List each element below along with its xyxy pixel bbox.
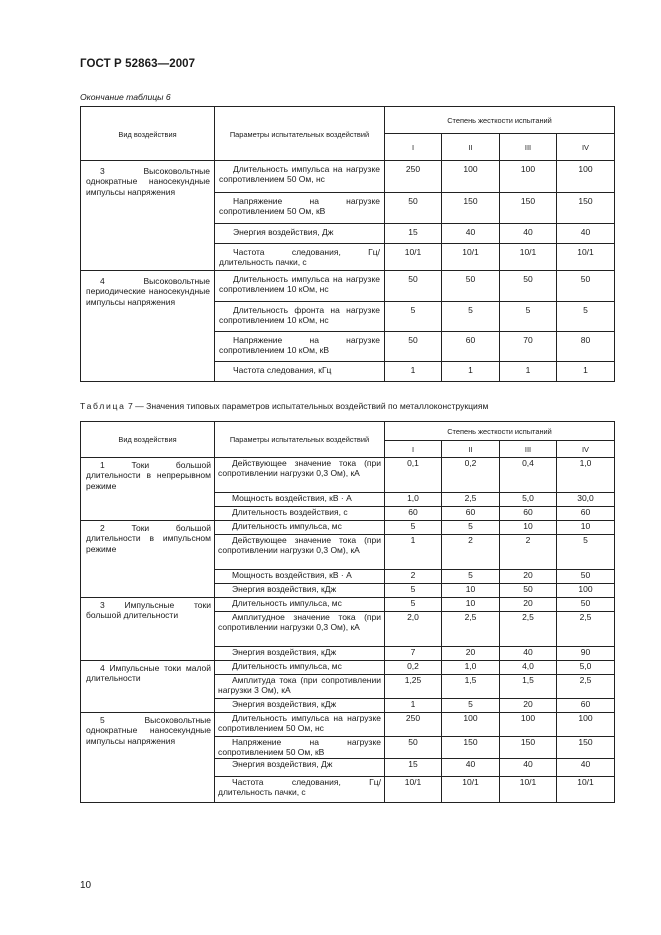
severity-level-2: II <box>442 441 500 458</box>
parameter-name: Энергия воздействия, Дж <box>215 759 385 777</box>
value-cell: 40 <box>500 759 557 777</box>
parameter-name: Амплитудное значение тока (при сопротивлении нагрузки 0,3 Ом), кА <box>215 612 385 647</box>
value-cell: 100 <box>500 713 557 737</box>
value-cell: 1 <box>500 362 557 382</box>
value-cell: 30,0 <box>557 493 615 507</box>
parameter-name: Длительность импульса, мс <box>215 661 385 675</box>
value-cell: 60 <box>557 699 615 713</box>
table7-caption <box>80 401 488 411</box>
value-cell: 150 <box>442 193 500 224</box>
value-cell: 2,5 <box>442 493 500 507</box>
value-cell: 60 <box>557 507 615 521</box>
value-cell: 60 <box>500 507 557 521</box>
severity-level-3: III <box>500 134 557 161</box>
parameter-name: Напряжение на нагрузке сопротивлением 10 кОм, кВ <box>215 332 385 362</box>
value-cell: 60 <box>385 507 442 521</box>
parameter-name: Длительность фронта на нагрузке сопротивлением 10 кОм, нс <box>215 302 385 332</box>
page-number: 10 <box>80 880 92 891</box>
value-cell: 5 <box>442 699 500 713</box>
table-row <box>81 161 615 193</box>
value-cell: 5,0 <box>500 493 557 507</box>
value-cell: 40 <box>500 647 557 661</box>
severity-level-2: II <box>442 134 500 161</box>
effect-type: 4 Импульсные токи малой длительности <box>81 661 215 713</box>
value-cell: 0,2 <box>385 661 442 675</box>
value-cell: 10 <box>442 584 500 598</box>
value-cell: 10/1 <box>557 244 615 271</box>
value-cell: 0,2 <box>442 458 500 493</box>
effect-type: 5 Высоковольтные однократные наносекундные импульсы напряжения <box>81 713 215 803</box>
severity-level-1: I <box>385 134 442 161</box>
value-cell: 0,1 <box>385 458 442 493</box>
parameter-name: Длительность импульса, мс <box>215 598 385 612</box>
value-cell: 5 <box>385 584 442 598</box>
parameter-name: Мощность воздействия, кВ · А <box>215 570 385 584</box>
parameter-name: Энергия воздействия, кДж <box>215 699 385 713</box>
table-row <box>81 521 615 535</box>
parameter-name: Напряжение на нагрузке сопротивлением 50 Ом, кВ <box>215 737 385 759</box>
value-cell: 1,0 <box>557 458 615 493</box>
severity-level-4: IV <box>557 441 615 458</box>
parameter-name: Частота следования, Гц/длительность пачки, с <box>215 244 385 271</box>
value-cell: 40 <box>442 224 500 244</box>
value-cell: 40 <box>442 759 500 777</box>
value-cell: 7 <box>385 647 442 661</box>
value-cell: 100 <box>442 713 500 737</box>
value-cell: 1,5 <box>500 675 557 699</box>
value-cell: 50 <box>385 271 442 302</box>
col-header-params: Параметры испытательных воздействий <box>215 107 385 161</box>
value-cell: 1 <box>385 699 442 713</box>
parameter-name: Энергия воздействия, Дж <box>215 224 385 244</box>
value-cell: 1,0 <box>385 493 442 507</box>
table7-body <box>81 422 615 803</box>
value-cell: 5,0 <box>557 661 615 675</box>
effect-type: 1 Токи большой длительности в непрерывном режиме <box>81 458 215 521</box>
value-cell: 10/1 <box>500 244 557 271</box>
table-row <box>81 458 615 493</box>
value-cell: 150 <box>442 737 500 759</box>
value-cell: 2 <box>385 570 442 584</box>
value-cell: 5 <box>557 302 615 332</box>
value-cell: 100 <box>442 161 500 193</box>
value-cell: 10/1 <box>385 777 442 803</box>
value-cell: 250 <box>385 161 442 193</box>
value-cell: 0,4 <box>500 458 557 493</box>
parameter-name: Длительность импульса на нагрузке сопротивлением 50 Ом, нс <box>215 161 385 193</box>
parameter-name: Напряжение на нагрузке сопротивлением 50 Ом, кВ <box>215 193 385 224</box>
value-cell: 1 <box>385 535 442 570</box>
value-cell: 1 <box>557 362 615 382</box>
value-cell: 50 <box>557 570 615 584</box>
table6 <box>80 106 615 382</box>
table-header-row <box>81 107 615 134</box>
value-cell: 5 <box>442 570 500 584</box>
value-cell: 60 <box>442 507 500 521</box>
parameter-name: Длительность импульса, мс <box>215 521 385 535</box>
effect-type: 2 Токи большой длительности в импульсном режиме <box>81 521 215 598</box>
value-cell: 10/1 <box>442 244 500 271</box>
value-cell: 2,0 <box>385 612 442 647</box>
parameter-name: Мощность воздействия, кВ · А <box>215 493 385 507</box>
value-cell: 5 <box>442 302 500 332</box>
severity-level-4: IV <box>557 134 615 161</box>
col-header-params: Параметры испытательных воздействий <box>215 422 385 458</box>
value-cell: 1 <box>385 362 442 382</box>
parameter-name: Частота следования, кГц <box>215 362 385 382</box>
value-cell: 90 <box>557 647 615 661</box>
parameter-name: Длительность воздействия, с <box>215 507 385 521</box>
value-cell: 10/1 <box>442 777 500 803</box>
value-cell: 100 <box>557 713 615 737</box>
value-cell: 20 <box>500 699 557 713</box>
table-row <box>81 271 615 302</box>
value-cell: 50 <box>385 737 442 759</box>
value-cell: 2,5 <box>500 612 557 647</box>
severity-level-3: III <box>500 441 557 458</box>
parameter-name: Длительность импульса на нагрузке сопротивлением 10 кОм, нс <box>215 271 385 302</box>
value-cell: 20 <box>442 647 500 661</box>
value-cell: 80 <box>557 332 615 362</box>
value-cell: 20 <box>500 570 557 584</box>
value-cell: 10 <box>557 521 615 535</box>
value-cell: 50 <box>500 584 557 598</box>
parameter-name: Длительность импульса на нагрузке сопротивлением 50 Ом, нс <box>215 713 385 737</box>
value-cell: 50 <box>442 271 500 302</box>
value-cell: 10 <box>500 521 557 535</box>
value-cell: 100 <box>557 584 615 598</box>
value-cell: 1,0 <box>442 661 500 675</box>
value-cell: 5 <box>385 302 442 332</box>
value-cell: 60 <box>442 332 500 362</box>
col-header-severity: Степень жесткости испытаний <box>385 422 615 441</box>
col-header-effect: Вид воздействия <box>81 422 215 458</box>
table6-caption: Окончание таблицы 6 <box>80 92 171 102</box>
value-cell: 10 <box>442 598 500 612</box>
table-header-row <box>81 422 615 441</box>
value-cell: 5 <box>442 521 500 535</box>
table6-body <box>81 107 615 382</box>
table-row <box>81 598 615 612</box>
value-cell: 5 <box>557 535 615 570</box>
table-row <box>81 661 615 675</box>
value-cell: 4,0 <box>500 661 557 675</box>
effect-type: 3 Импульсные токи большой длительности <box>81 598 215 661</box>
value-cell: 150 <box>500 737 557 759</box>
value-cell: 10/1 <box>557 777 615 803</box>
value-cell: 1 <box>442 362 500 382</box>
col-header-severity: Степень жесткости испытаний <box>385 107 615 134</box>
value-cell: 50 <box>385 193 442 224</box>
value-cell: 10/1 <box>385 244 442 271</box>
value-cell: 1,25 <box>385 675 442 699</box>
table7-caption-prefix: Таблица <box>80 401 126 411</box>
value-cell: 50 <box>557 598 615 612</box>
table7-caption-text: 7 — Значения типовых параметров испытательных воздействий по металлоконструкциям <box>125 401 489 411</box>
value-cell: 150 <box>557 737 615 759</box>
document-header: ГОСТ Р 52863—2007 <box>80 58 196 70</box>
parameter-name: Энергия воздействия, кДж <box>215 647 385 661</box>
value-cell: 70 <box>500 332 557 362</box>
parameter-name: Амплитуда тока (при сопротивлении нагрузки 3 Ом), кА <box>215 675 385 699</box>
value-cell: 2 <box>442 535 500 570</box>
parameter-name: Действующее значение тока (при сопротивлении нагрузки 0,3 Ом), кА <box>215 458 385 493</box>
value-cell: 150 <box>557 193 615 224</box>
value-cell: 40 <box>557 224 615 244</box>
parameter-name: Энергия воздействия, кДж <box>215 584 385 598</box>
value-cell: 250 <box>385 713 442 737</box>
severity-level-1: I <box>385 441 442 458</box>
table-row <box>81 713 615 737</box>
value-cell: 15 <box>385 224 442 244</box>
effect-type: 3 Высоковольтные однократные наносекундные импульсы напряжения <box>81 161 215 271</box>
value-cell: 15 <box>385 759 442 777</box>
parameter-name: Частота следования, Гц/длительность пачки, с <box>215 777 385 803</box>
effect-type: 4 Высоковольтные периодические наносекундные импульсы напряжения <box>81 271 215 382</box>
value-cell: 50 <box>385 332 442 362</box>
value-cell: 100 <box>557 161 615 193</box>
value-cell: 150 <box>500 193 557 224</box>
value-cell: 100 <box>500 161 557 193</box>
value-cell: 5 <box>385 521 442 535</box>
value-cell: 40 <box>500 224 557 244</box>
value-cell: 2,5 <box>442 612 500 647</box>
value-cell: 50 <box>557 271 615 302</box>
col-header-effect: Вид воздействия <box>81 107 215 161</box>
value-cell: 2,5 <box>557 612 615 647</box>
value-cell: 40 <box>557 759 615 777</box>
value-cell: 2,5 <box>557 675 615 699</box>
parameter-name: Действующее значение тока (при сопротивлении нагрузки 0,3 Ом), кА <box>215 535 385 570</box>
table7 <box>80 421 615 803</box>
value-cell: 5 <box>500 302 557 332</box>
value-cell: 20 <box>500 598 557 612</box>
value-cell: 1,5 <box>442 675 500 699</box>
value-cell: 5 <box>385 598 442 612</box>
value-cell: 10/1 <box>500 777 557 803</box>
value-cell: 50 <box>500 271 557 302</box>
value-cell: 2 <box>500 535 557 570</box>
